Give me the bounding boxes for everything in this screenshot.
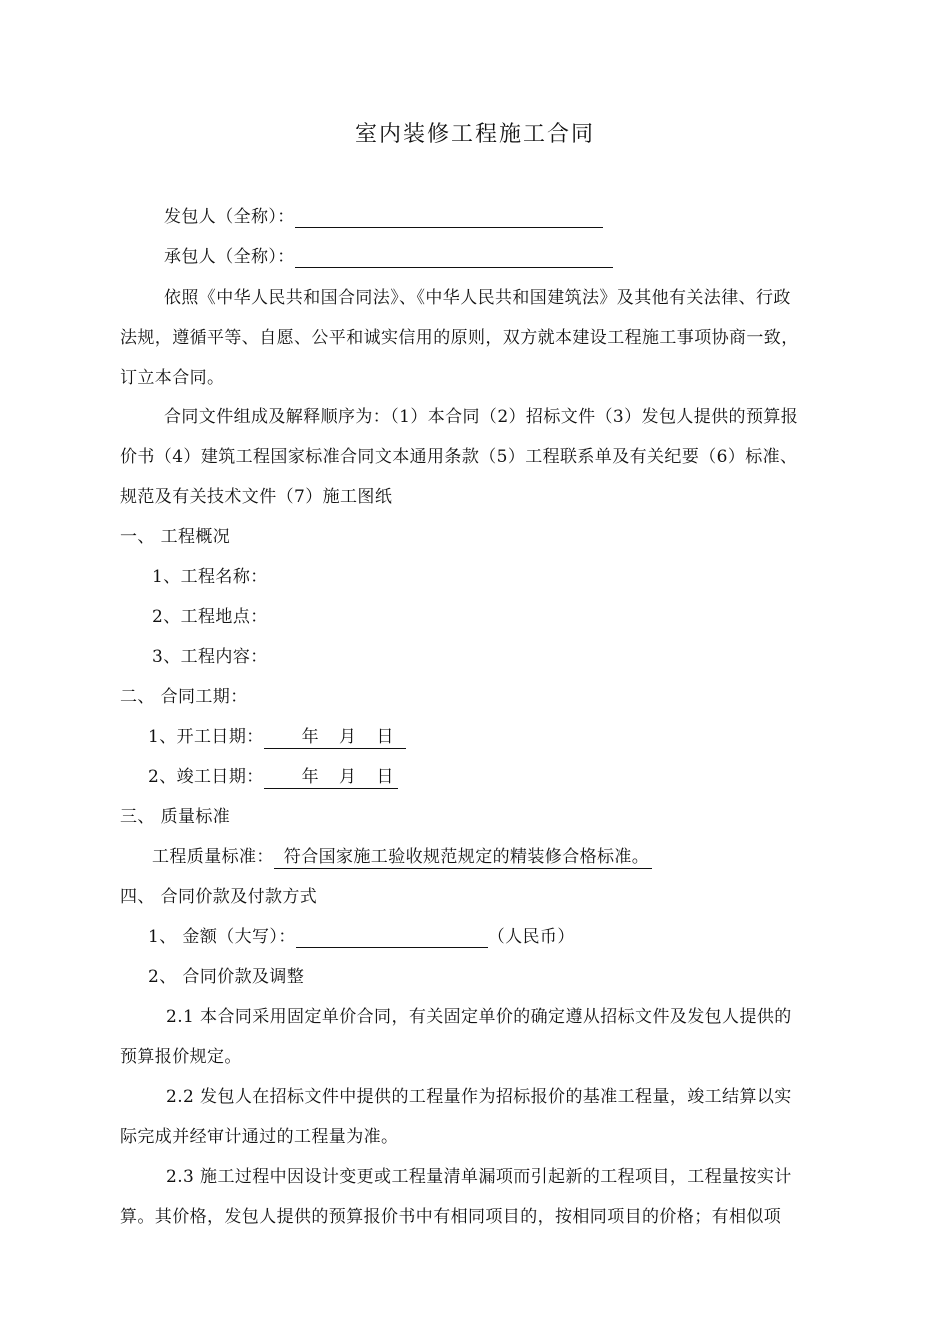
project-content-label: 3、工程内容： (152, 647, 268, 667)
amount-unit: （人民币） (487, 927, 575, 947)
project-name-label: 1、工程名称： (152, 567, 268, 587)
amount-blank[interactable] (296, 927, 488, 948)
end-date-label: 2、竣工日期： (148, 767, 264, 787)
start-date-field[interactable] (264, 727, 406, 749)
preamble-line-2: 法规，遵循平等、自愿、公平和诚实信用的原则，双方就本建设工程施工事项协商一致， (120, 328, 799, 348)
preamble-line-3: 订立本合同。 (120, 368, 225, 388)
documents-line-3: 规范及有关技术文件（7）施工图纸 (120, 487, 393, 507)
end-day-text: 日 (376, 767, 394, 787)
end-month-text: 月 (339, 767, 357, 787)
party-b-label: 承包人（全称）： (164, 247, 295, 267)
end-year-text: 年 (301, 767, 320, 787)
preamble-line-1: 依照《中华人民共和国合同法》、《中华人民共和国建筑法》及其他有关法律、行政 (164, 288, 791, 308)
party-a-label: 发包人（全称）： (164, 207, 295, 227)
start-date-label: 1、开工日期： (148, 727, 264, 747)
section-4-heading: 四、 合同价款及付款方式 (120, 887, 318, 907)
clause-2-3-line-2: 算。其价格，发包人提供的预算报价书中有相同项目的，按相同项目的价格；有相似项 (120, 1207, 782, 1227)
party-a-line (164, 206, 603, 228)
section-1-heading: 一、 工程概况 (120, 527, 231, 547)
quality-standard-label: 工程质量标准： (152, 847, 274, 867)
amount-label: 1、 金额（大写）： (148, 927, 296, 947)
party-b-line (164, 246, 613, 268)
start-day-text: 日 (376, 727, 394, 747)
end-date-field[interactable] (264, 767, 398, 789)
document-title: 室内装修工程施工合同 (354, 122, 595, 147)
quality-standard-value: 符合国家施工验收规范规定的精装修合格标准。 (274, 847, 652, 869)
documents-line-1: 合同文件组成及解释顺序为：（1）本合同（2）招标文件（3）发包人提供的预算报 (164, 407, 799, 427)
party-a-blank[interactable] (295, 207, 603, 228)
clause-2-1-line-1: 2.1 本合同采用固定单价合同，有关固定单价的确定遵从招标文件及发包人提供的 (166, 1007, 792, 1027)
start-year-text: 年 (301, 727, 320, 747)
clause-2-1-line-2: 预算报价规定。 (120, 1047, 242, 1067)
quality-standard-line (152, 846, 652, 869)
documents-line-2: 价书（4）建筑工程国家标准合同文本通用条款（5）工程联系单及有关纪要（6）标准、 (120, 447, 798, 467)
clause-2-2-line-1: 2.2 发包人在招标文件中提供的工程量作为招标报价的基准工程量，竣工结算以实 (166, 1087, 792, 1107)
clause-2-2-line-2: 际完成并经审计通过的工程量为准。 (120, 1127, 399, 1147)
project-location-label: 2、工程地点： (152, 607, 268, 627)
price-adjust-heading: 2、 合同价款及调整 (148, 967, 305, 987)
end-date-line (148, 766, 398, 789)
section-3-heading: 三、 质量标准 (120, 807, 231, 827)
party-b-blank[interactable] (295, 247, 613, 268)
start-date-line (148, 726, 406, 749)
clause-2-3-line-1: 2.3 施工过程中因设计变更或工程量清单漏项而引起新的工程项目，工程量按实计 (166, 1167, 792, 1187)
amount-line (148, 926, 575, 948)
start-month-text: 月 (339, 727, 357, 747)
section-2-heading: 二、 合同工期： (120, 687, 248, 707)
